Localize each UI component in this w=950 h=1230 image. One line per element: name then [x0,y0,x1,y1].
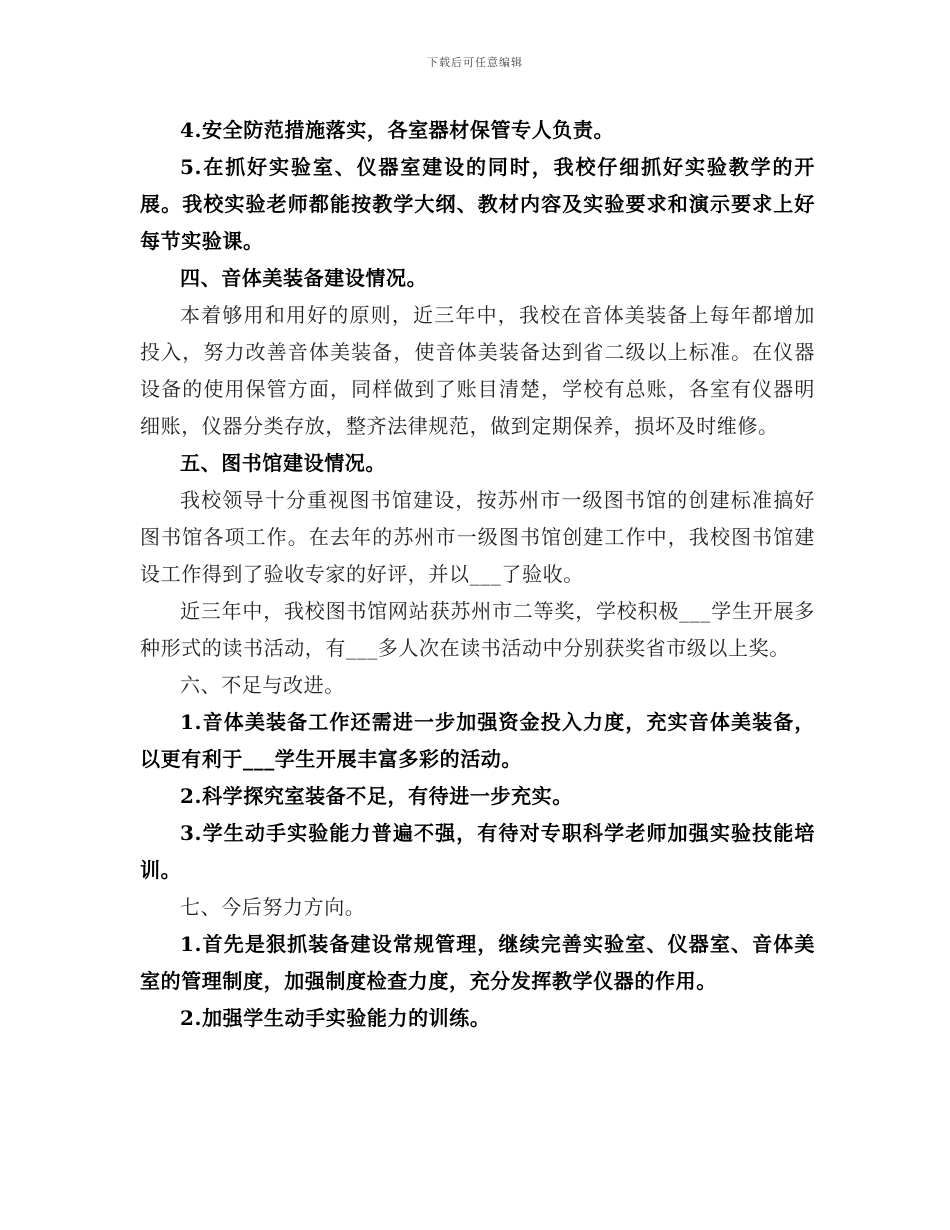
section-6-heading: 六、不足与改进。 [180,673,345,697]
section-6-item-2: 2.科学探究室装备不足，有待进一步充实。 [180,784,573,808]
document-body [140,112,815,1037]
section-5-body-2: 近三年中，我校图书馆网站获苏州市二等奖，学校积极___学生开展多种形式的读书活动，有___多人次在读书活动中分别获奖省市级以上奖。 [140,599,815,660]
section-5-body-1: 我校领导十分重视图书馆建设，按苏州市一级图书馆的创建标准搞好图书馆各项工作。在去年的苏州市一级图书馆创建工作中，我校图书馆建设工作得到了验收专家的好评，并以___了验收。 [140,488,815,586]
section-7-item-2: 2.加强学生动手实验能力的训练。 [180,1006,491,1030]
section-4-heading: 四、音体美装备建设情况。 [180,266,428,290]
section-7-item-1: 1.首先是狠抓装备建设常规管理，继续完善实验室、仪器室、音体美室的管理制度，加强制度检查力度，充分发挥教学仪器的作用。 [140,932,815,993]
section-4-body: 本着够用和用好的原则，近三年中，我校在音体美装备上每年都增加投入，努力改善音体美装备，使音体美装备达到省二级以上标准。在仪器设备的使用保管方面，同样做到了账目清楚，学校有总账，各室有仪器明细账，仪器分类存放，整齐法律规范，做到定期保养，损坏及时维修。 [140,303,815,438]
page-header: 下载后可任意编辑 [427,56,523,69]
section-6-item-1: 1.音体美装备工作还需进一步加强资金投入力度，充实音体美装备，以更有利于___学生开展丰富多彩的活动。 [140,710,815,771]
section-6-item-3: 3.学生动手实验能力普遍不强，有待对专职科学老师加强实验技能培训。 [140,821,815,882]
item-5-experiment-teaching: 5.在抓好实验室、仪器室建设的同时，我校仔细抓好实验教学的开展。我校实验老师都能按教学大纲、教材内容及实验要求和演示要求上好每节实验课。 [140,155,815,253]
item-4-security: 4.安全防范措施落实，各室器材保管专人负责。 [180,118,615,142]
section-5-heading: 五、图书馆建设情况。 [180,451,386,475]
section-7-heading: 七、今后努力方向。 [180,895,366,919]
